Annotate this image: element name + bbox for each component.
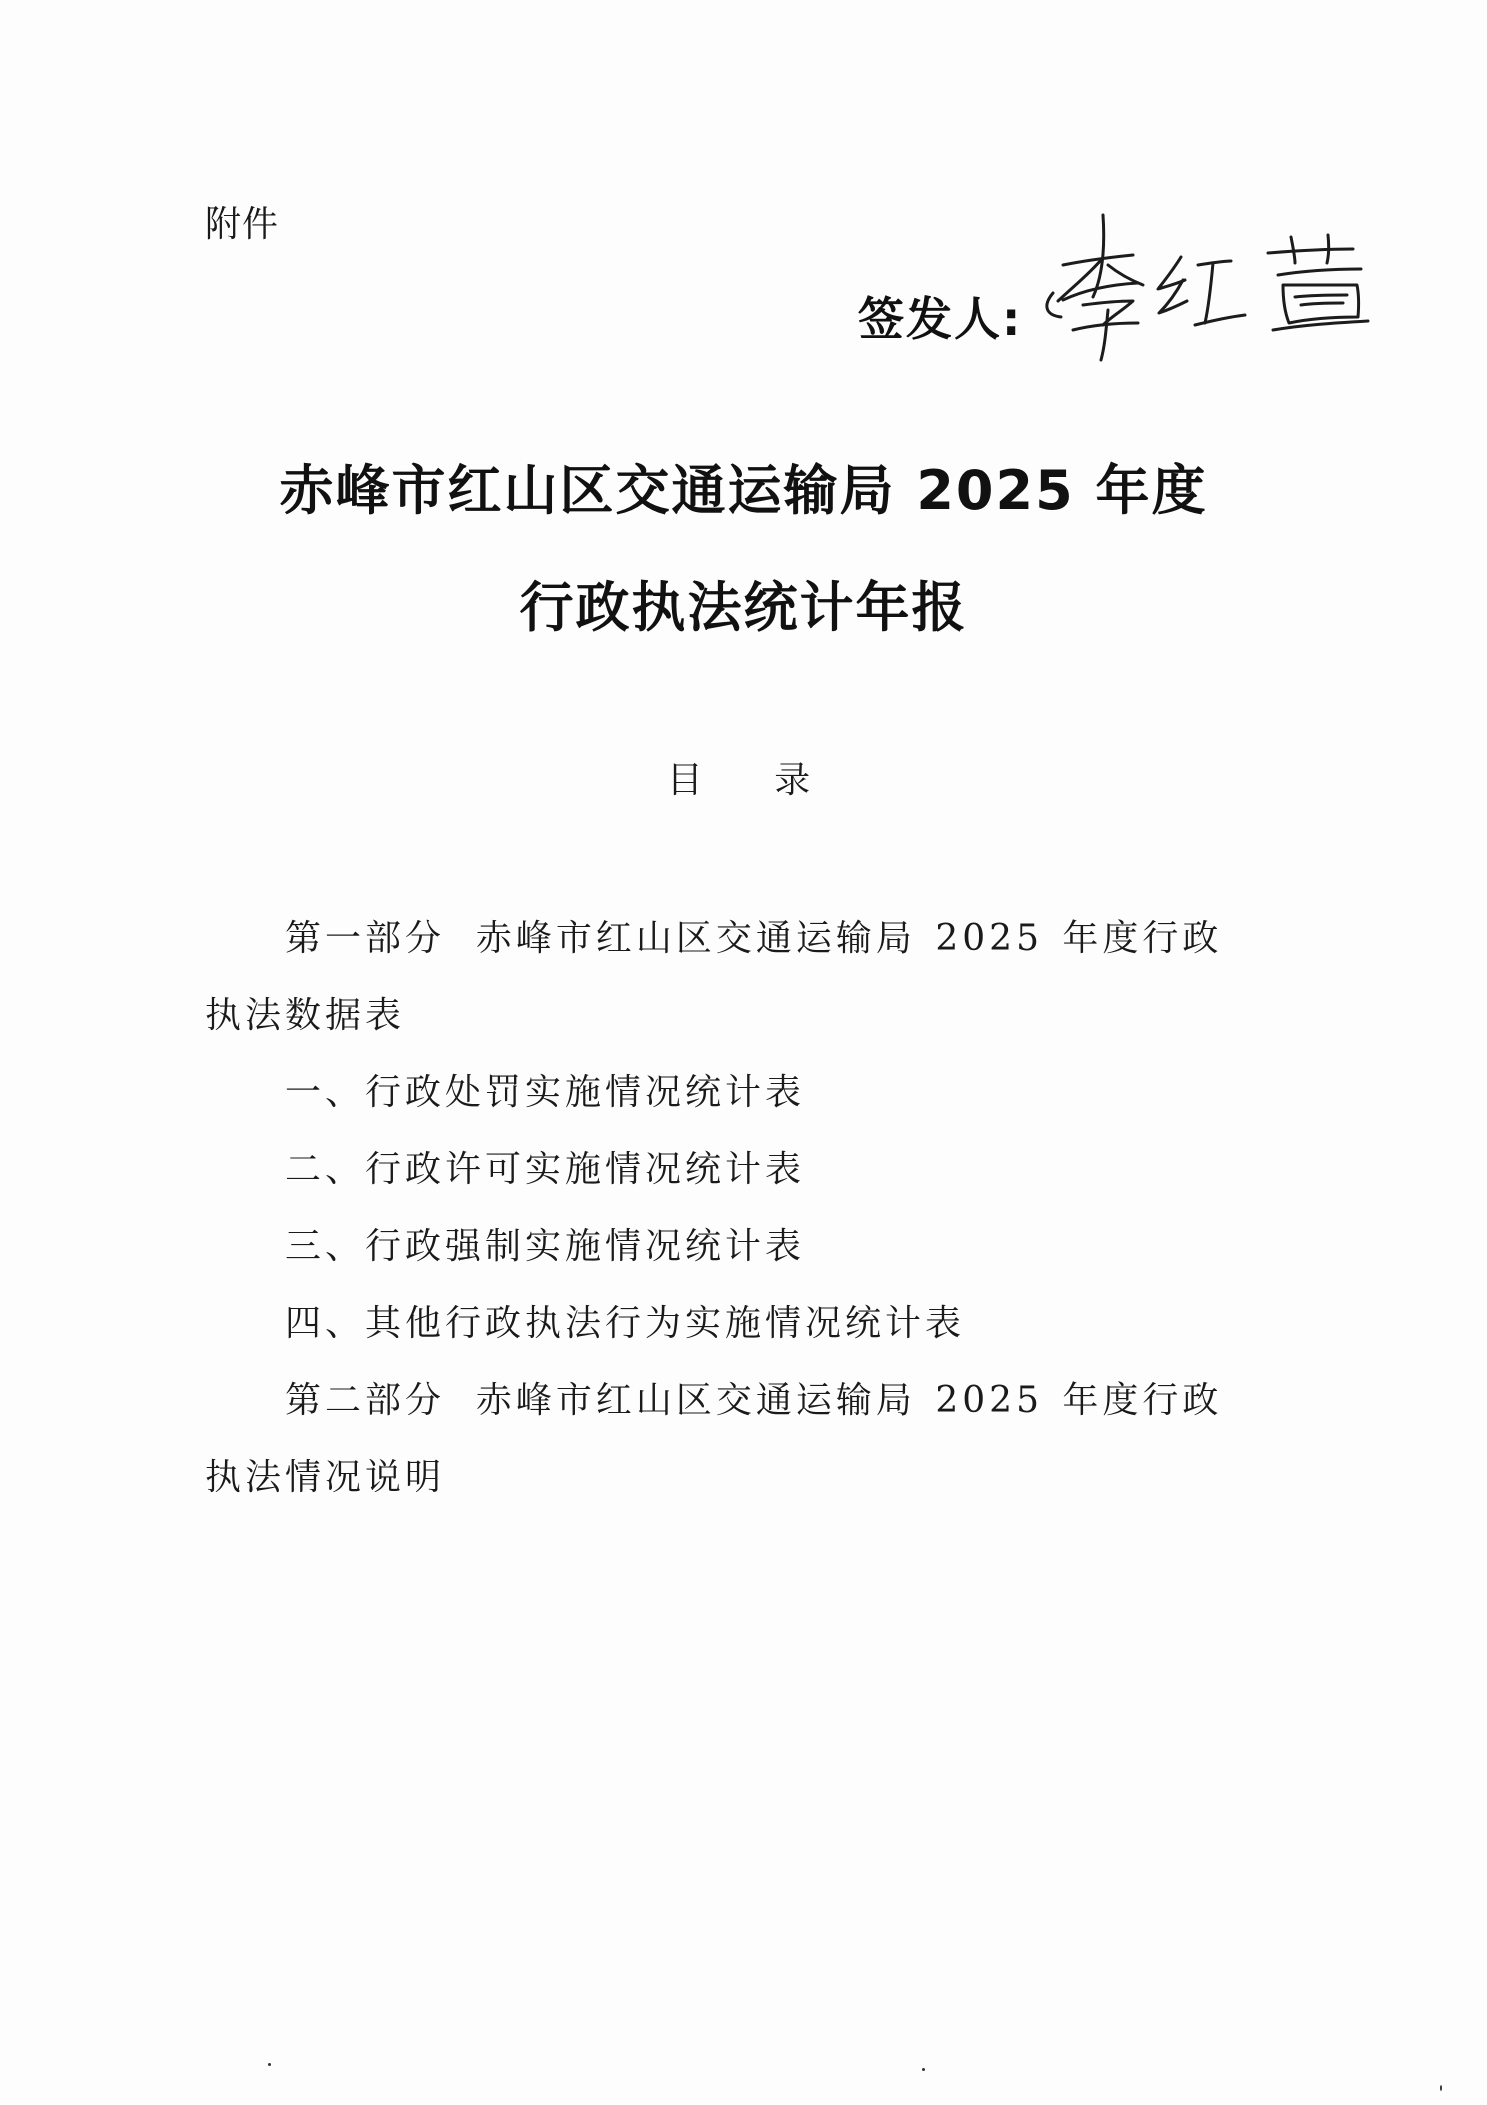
attachment-label: 附件 [205,204,280,245]
report-title-line-1: 赤峰市红山区交通运输局 2025 年度 [279,459,1208,522]
scan-speck [1440,2085,1442,2091]
toc-item: 三、行政强制实施情况统计表 [285,1226,806,1267]
toc-part-2-text: 赤峰市红山区交通运输局 2025 年度行政执法情况说明 [205,1380,1223,1498]
table-of-contents [205,900,1245,1516]
toc-item: 二、行政许可实施情况统计表 [285,1149,806,1190]
toc-part-1 [205,900,1245,1054]
toc-part-1-text: 赤峰市红山区交通运输局 2025 年度行政执法数据表 [205,918,1223,1036]
scan-speck [922,2068,925,2071]
toc-part-2 [205,1362,1245,1516]
toc-part-1-prefix: 第一部分 [285,918,446,959]
handwritten-signature [1033,205,1373,365]
report-title-line-2: 行政执法统计年报 [519,576,968,639]
scan-speck [268,2063,271,2066]
toc-part-2-prefix: 第二部分 [285,1380,446,1421]
toc-item: 四、其他行政执法行为实施情况统计表 [285,1303,966,1344]
toc-item: 一、行政处罚实施情况统计表 [285,1072,806,1113]
signer-label: 签发人: [858,292,1023,346]
signer-block [858,205,1378,365]
toc-heading: 目 录 [666,760,841,801]
